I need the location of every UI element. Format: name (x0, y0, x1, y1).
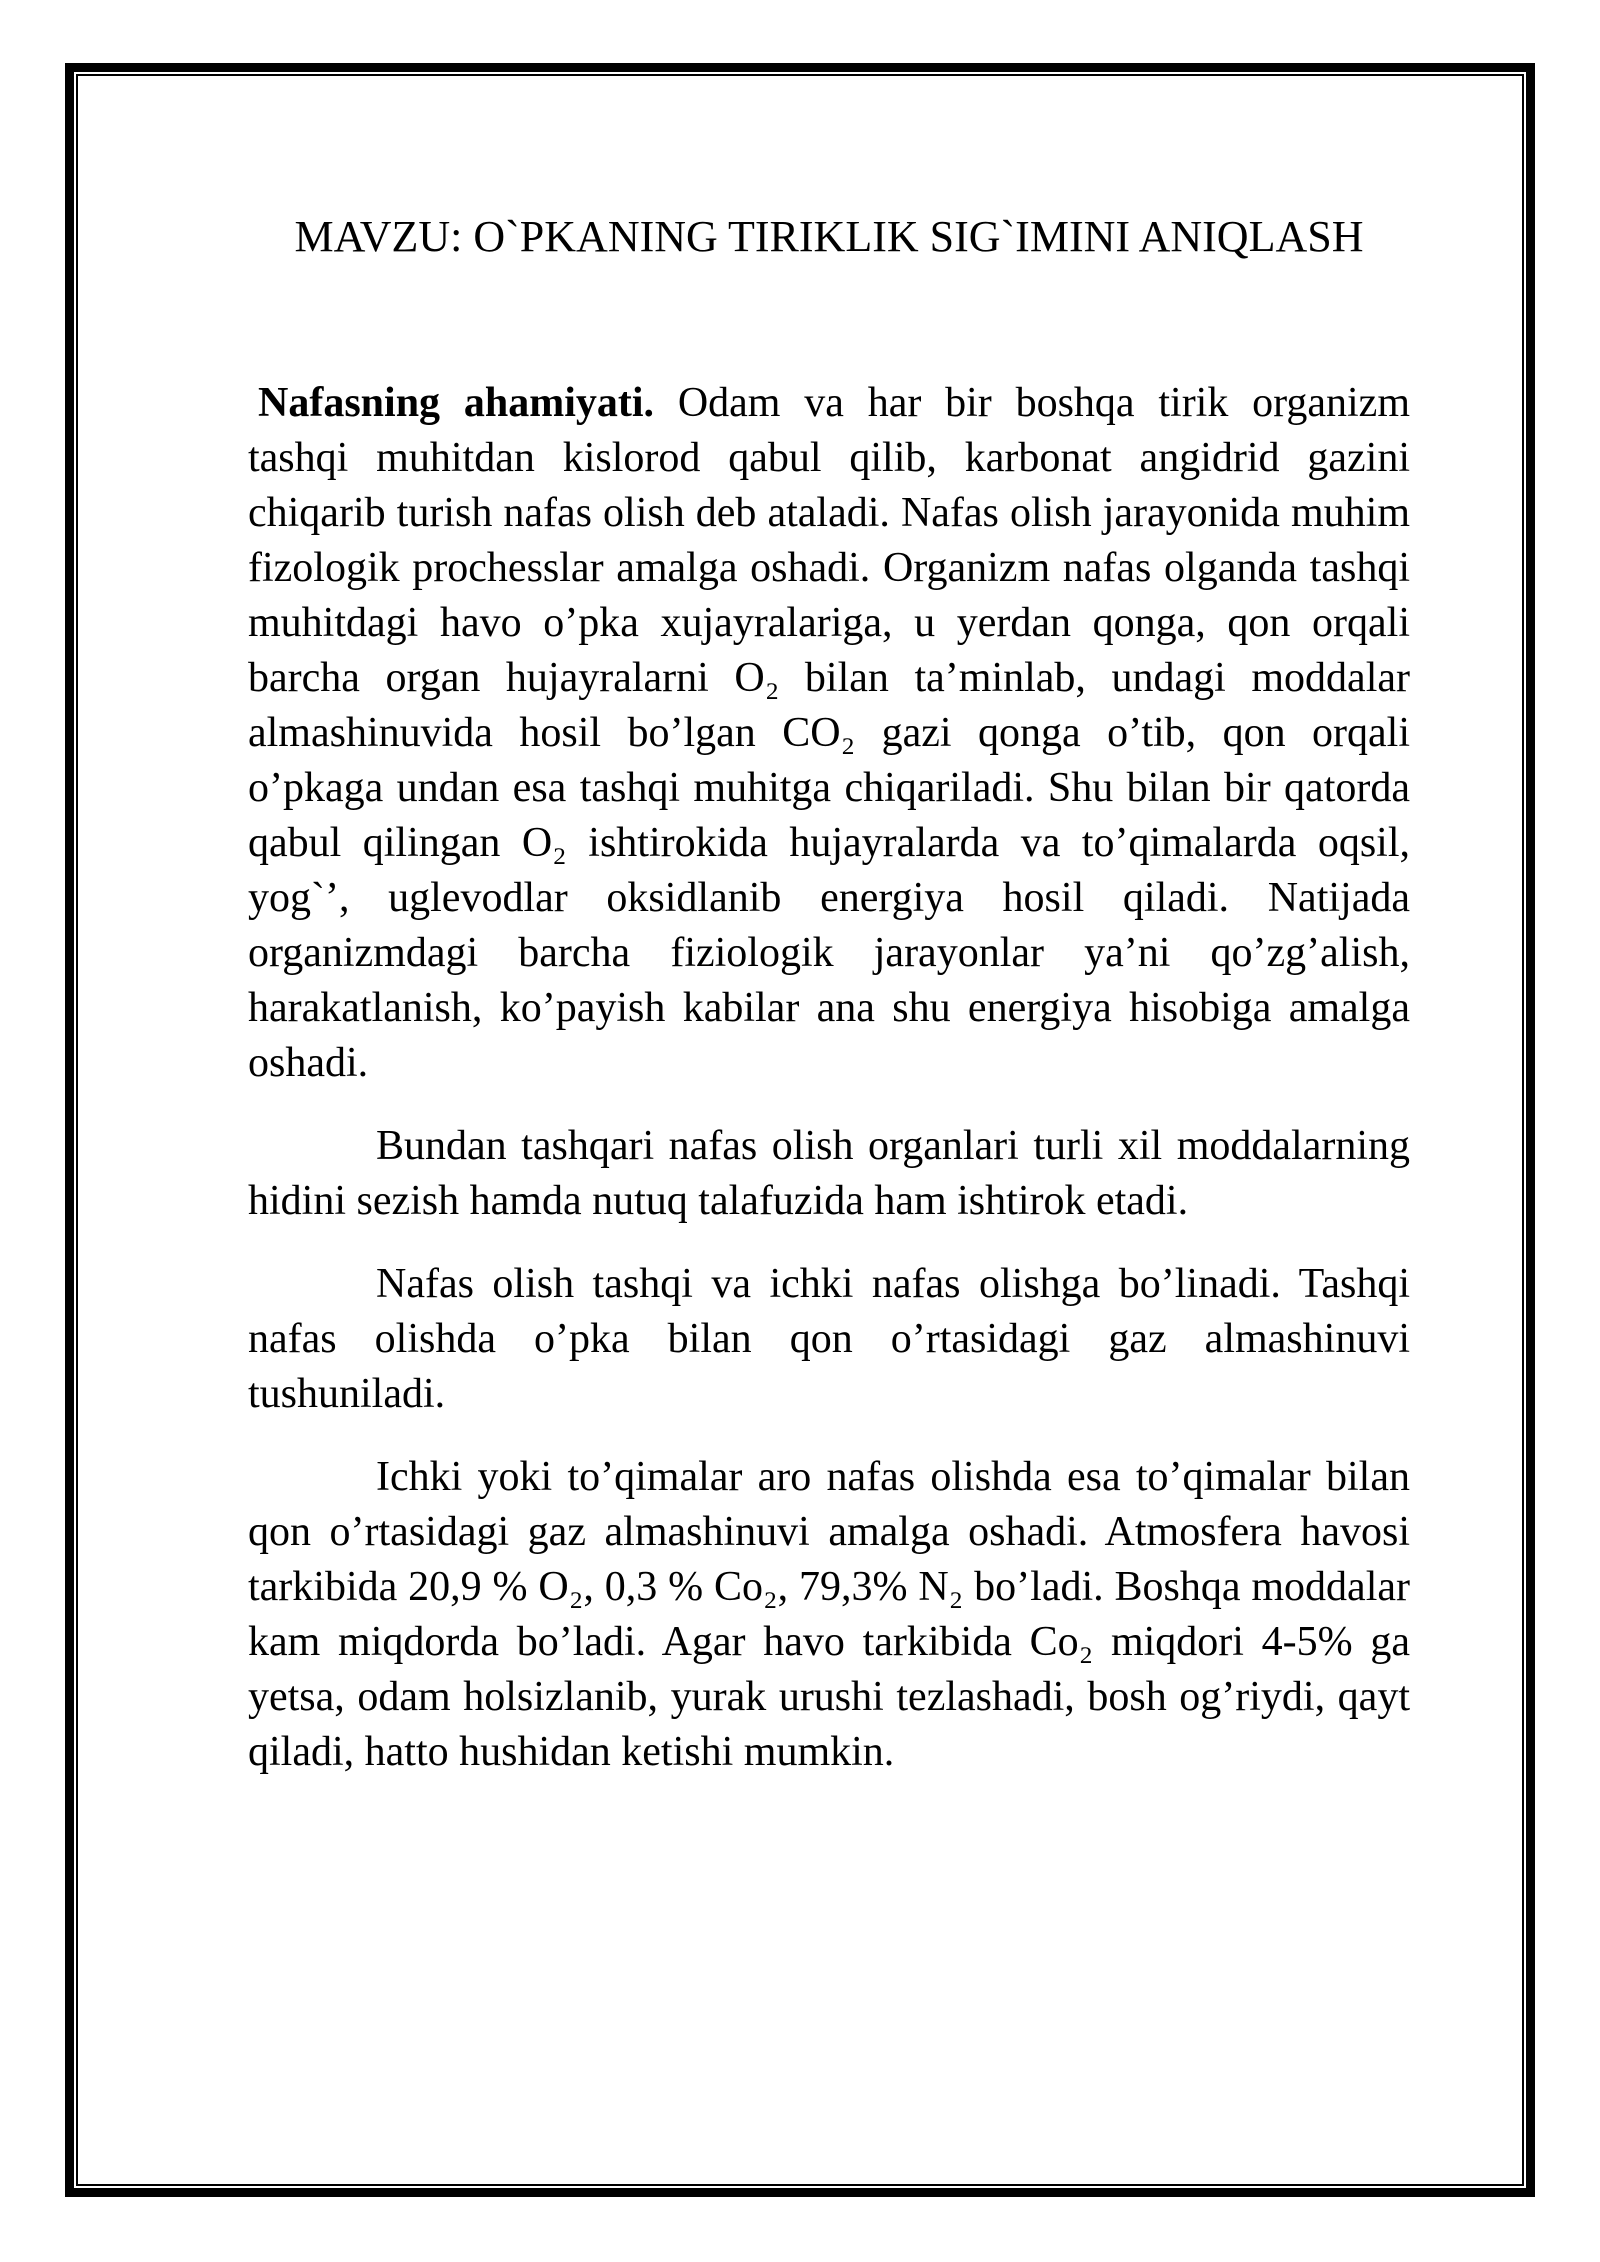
page-border-outer (65, 63, 1535, 2197)
paragraph-4-text: Ichki yoki to’qimalar aro nafas olishda esa to’qimalar bilan qon o’rtasidagi gaz almashinuvi amalga oshadi. Atmosfera havosi tarkibida 20,9 % O₂, 0,3 % Co₂, 79,3% N₂ bo’ladi. Boshqa moddalar kam miqdorda bo’ladi. Agar havo tarkibida Co₂ miqdori 4-5% ga yetsa, odam holsizlanib, yurak urushi tezlashadi, bosh og’riydi, qayt qiladi, hatto hushidan ketishi mumkin. (248, 1453, 1410, 1775)
paragraph-2-text: Bundan tashqari nafas olish organlari turli xil moddalarning hidini sezish hamda nutuq talafuzida ham ishtirok etadi. (248, 1122, 1410, 1224)
paragraph-lead-bold: Nafasning ahamiyati. (258, 379, 655, 426)
paragraph-3-text: Nafas olish tashqi va ichki nafas olishga bo’linadi. Tashqi nafas olishda o’pka bilan qon o’rtasidagi gaz almashinuvi tushuniladi. (248, 1260, 1410, 1417)
paragraph-1-text: Odam va har bir boshqa tirik organizm tashqi muhitdan kislorod qabul qilib, karbonat angidrid gazini chiqarib turish nafas olish deb ataladi. Nafas olish jarayonida muhim fizologik prochesslar amalga oshadi. Organizm nafas olganda tashqi muhitdagi havo o’pka xujayralariga, u yerdan qonga, qon orqali barcha organ hujayralarni O₂ bilan ta’minlab, undagi moddalar almashinuvida hosil bo’lgan CO₂ gazi qonga o’tib, qon orqali o’pkaga undan esa tashqi muhitga chiqariladi. Shu bilan bir qatorda qabul qilingan O₂ ishtirokida hujayralarda va to’qimalarda oqsil, yog`’, uglevodlar oksidlanib energiya hosil qiladi. Natijada organizmdagi barcha fiziologik jarayonlar ya’ni qo’zg’alish, harakatlanish, ko’payish kabilar ana shu energiya hisobiga amalga oshadi. (248, 379, 1410, 1086)
paragraph-nafasning-ahamiyati (248, 376, 1410, 1091)
document-content (78, 76, 1522, 1780)
document-title: MAVZU: O`PKANING TIRIKLIK SIG`IMINI ANIQLASH (294, 212, 1364, 261)
page-border-inner (76, 74, 1524, 2186)
